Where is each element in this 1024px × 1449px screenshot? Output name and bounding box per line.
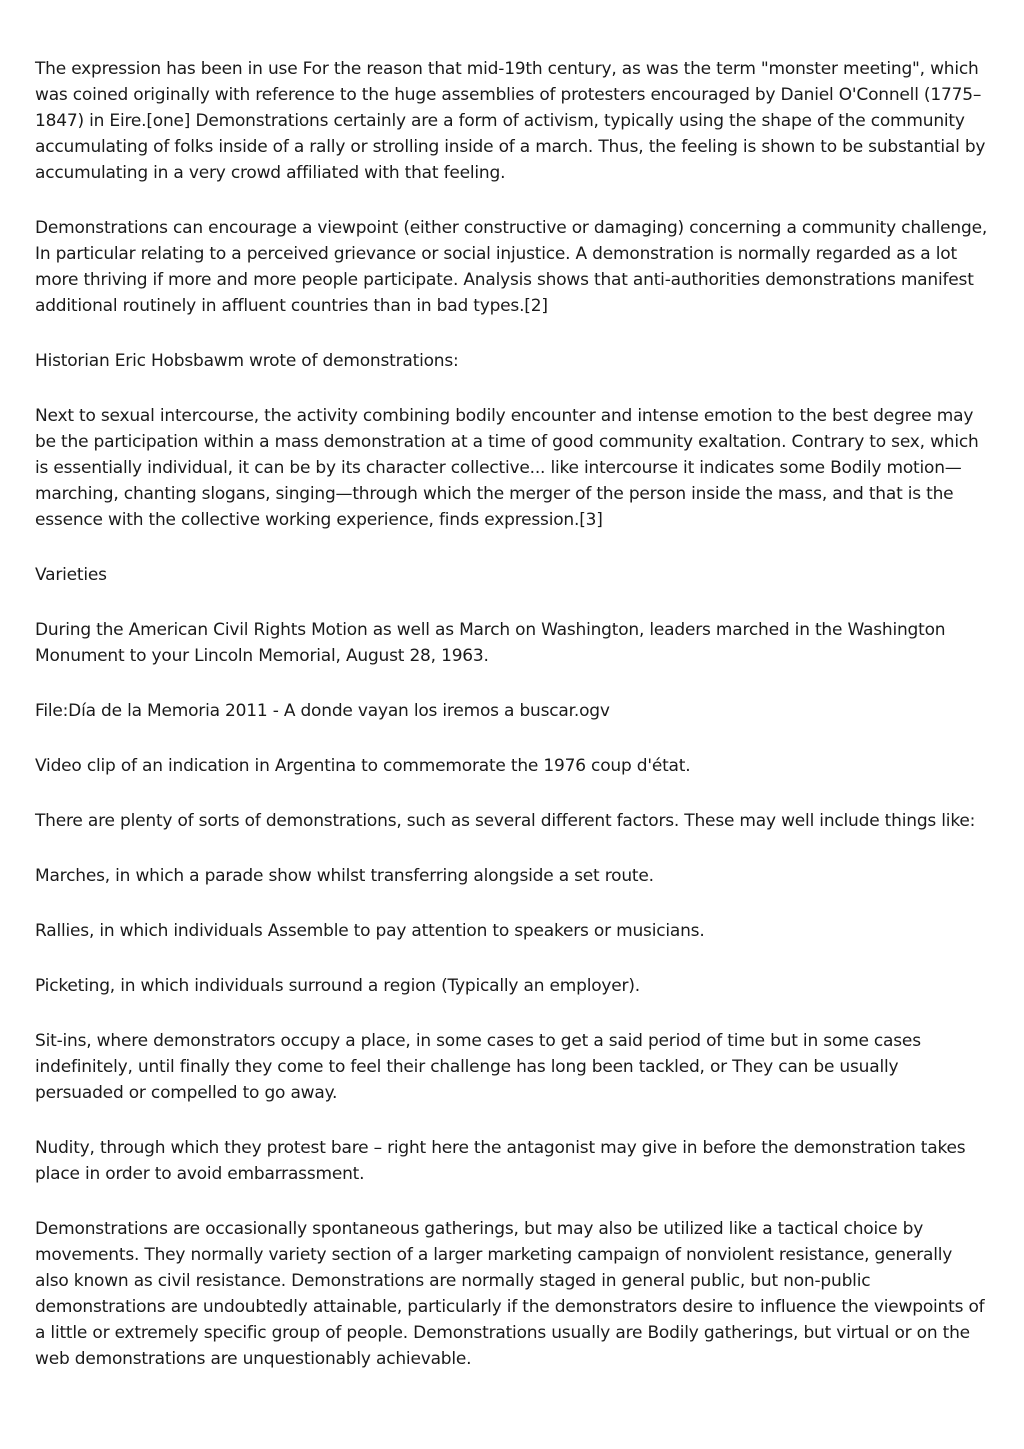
section-heading-varieties: Varieties	[35, 565, 107, 585]
paragraph-intro: The expression has been in use For the reason that mid-19th century, as was the term "monster meeting", which was coined originally with reference to the huge assemblies of protesters encouraged by Daniel O'Connell (1775–1847) in Eire.[one] Demonstrations certainly are a form of activism, typically using the shape of the community accumulating of folks inside of a rally or strolling inside of a march. Thus, the feeling is shown to be substantial by accumulating in a very crowd affiliated with that feeling.	[35, 59, 986, 183]
paragraph-video-caption: Video clip of an indication in Argentina to commemorate the 1976 coup d'état.	[35, 756, 691, 776]
paragraph-marches: Marches, in which a parade show whilst transferring alongside a set route.	[35, 866, 654, 886]
paragraph-file-reference: File:Día de la Memoria 2011 - A donde vayan los iremos a buscar.ogv	[35, 701, 610, 721]
document-body	[35, 56, 990, 1401]
paragraph-viewpoint: Demonstrations can encourage a viewpoint (either constructive or damaging) concerning a community challenge, In particular relating to a perceived grievance or social injustice. A demonstration is normally regarded as a lot more thriving if more and more people participate. Analysis shows that anti-authorities demonstrations manifest additional routinely in affluent countries than in bad types.[2]	[35, 218, 988, 316]
paragraph-nudity: Nudity, through which they protest bare – right here the antagonist may give in before the demonstration takes place in order to avoid embarrassment.	[35, 1138, 966, 1184]
paragraph-rallies: Rallies, in which individuals Assemble to pay attention to speakers or musicians.	[35, 921, 705, 941]
paragraph-picketing: Picketing, in which individuals surround a region (Typically an employer).	[35, 976, 640, 996]
paragraph-civil-rights: During the American Civil Rights Motion as well as March on Washington, leaders marched in the Washington Monument to your Lincoln Memorial, August 28, 1963.	[35, 620, 946, 666]
paragraph-sorts: There are plenty of sorts of demonstrations, such as several different factors. These may well include things like:	[35, 811, 976, 831]
paragraph-hobsbawm-intro: Historian Eric Hobsbawm wrote of demonstrations:	[35, 351, 459, 371]
paragraph-hobsbawm-quote: Next to sexual intercourse, the activity combining bodily encounter and intense emotion to the best degree may be the participation within a mass demonstration at a time of good community exaltation. Contrary to sex, which is essentially individual, it can be by its character collective... like intercourse it indicates some Bodily motion—marching, chanting slogans, singing—through which the merger of the person inside the mass, and that is the essence with the collective working experience, finds expression.[3]	[35, 406, 979, 530]
paragraph-sit-ins: Sit-ins, where demonstrators occupy a place, in some cases to get a said period of time but in some cases indefinitely, until finally they come to feel their challenge has long been tackled, or They can be usually persuaded or compelled to go away.	[35, 1031, 921, 1103]
paragraph-spontaneous: Demonstrations are occasionally spontaneous gatherings, but may also be utilized like a tactical choice by movements. They normally variety section of a larger marketing campaign of nonviolent resistance, generally also known as civil resistance. Demonstrations are normally staged in general public, but non-public demonstrations are undoubtedly attainable, particularly if the demonstrators desire to influence the viewpoints of a little or extremely specific group of people. Demonstrations usually are Bodily gatherings, but virtual or on the web demonstrations are unquestionably achievable.	[35, 1219, 985, 1369]
